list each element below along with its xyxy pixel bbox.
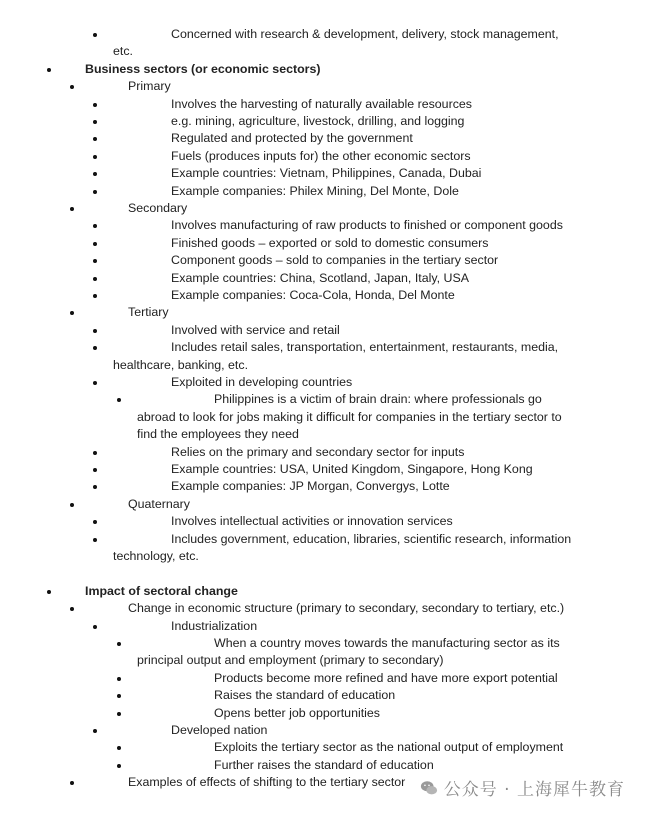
list-item bbox=[0, 165, 645, 182]
list-item-text: Involves manufacturing of raw products to finished or component goods bbox=[171, 218, 563, 233]
list-item-text: Opens better job opportunities bbox=[214, 705, 381, 720]
wechat-icon bbox=[420, 779, 438, 797]
list-item bbox=[0, 444, 645, 461]
bullet-icon bbox=[93, 294, 97, 298]
bullet-icon bbox=[93, 259, 97, 263]
bullet-icon bbox=[117, 694, 121, 698]
list-item bbox=[0, 705, 645, 722]
list-item bbox=[0, 270, 645, 287]
list-item bbox=[0, 200, 645, 217]
bullet-icon bbox=[93, 137, 97, 141]
bullet-icon bbox=[93, 381, 97, 385]
list-item-text: Impact of sectoral change bbox=[85, 583, 238, 598]
list-item bbox=[0, 426, 645, 443]
list-item-text: Exploited in developing countries bbox=[171, 375, 353, 389]
list-item bbox=[0, 600, 645, 617]
list-item-text: Example companies: JP Morgan, Convergys, Lotte bbox=[171, 479, 450, 494]
list-item bbox=[0, 61, 645, 78]
list-item-text: Exploits the tertiary sector as the national output of employment bbox=[214, 740, 564, 755]
list-item-text: Example companies: Philex Mining, Del Monte, Dole bbox=[171, 183, 459, 198]
bullet-icon bbox=[93, 729, 97, 733]
list-item-text: When a country moves towards the manufacturing sector as its bbox=[214, 636, 560, 650]
bullet-icon bbox=[93, 103, 97, 107]
list-item bbox=[0, 409, 645, 426]
list-item bbox=[0, 391, 645, 408]
list-item-text: Example countries: Vietnam, Philippines, Canada, Dubai bbox=[171, 166, 482, 181]
list-item bbox=[0, 496, 645, 513]
bullet-icon bbox=[93, 451, 97, 455]
bullet-icon bbox=[93, 33, 97, 37]
bullet-icon bbox=[93, 520, 97, 524]
list-item bbox=[0, 339, 645, 356]
list-item bbox=[0, 96, 645, 113]
bullet-icon bbox=[93, 120, 97, 124]
list-item bbox=[0, 183, 645, 200]
list-item bbox=[0, 565, 645, 582]
list-item bbox=[0, 26, 645, 43]
list-item-text: Tertiary bbox=[128, 305, 169, 320]
bullet-icon bbox=[70, 207, 74, 211]
list-item bbox=[0, 722, 645, 739]
list-item-text: Fuels (produces inputs for) the other economic sectors bbox=[171, 148, 471, 163]
list-item bbox=[0, 618, 645, 635]
bullet-icon bbox=[117, 746, 121, 750]
bullet-icon bbox=[117, 398, 121, 402]
list-item bbox=[0, 374, 645, 391]
bullet-icon bbox=[70, 607, 74, 611]
list-item-text: Change in economic structure (primary to secondary, secondary to tertiary, etc.) bbox=[128, 601, 565, 616]
bullet-icon bbox=[47, 68, 51, 72]
list-item-text: Involves intellectual activities or innovation services bbox=[171, 514, 453, 529]
bullet-icon bbox=[93, 329, 97, 333]
list-item bbox=[0, 461, 645, 478]
list-item-text: Raises the standard of education bbox=[214, 688, 396, 703]
bullet-icon bbox=[70, 85, 74, 89]
list-item-text: Involves the harvesting of naturally available resources bbox=[171, 96, 472, 111]
list-item bbox=[0, 235, 645, 252]
bullet-icon bbox=[117, 677, 121, 681]
list-item bbox=[0, 113, 645, 130]
list-item-text: Quaternary bbox=[128, 496, 190, 511]
bullet-icon bbox=[93, 538, 97, 542]
bullet-icon bbox=[93, 172, 97, 176]
list-item-text: Philippines is a victim of brain drain: where professionals go bbox=[214, 392, 542, 407]
list-item bbox=[0, 287, 645, 304]
bullet-icon bbox=[93, 190, 97, 194]
list-item-text: Business sectors (or economic sectors) bbox=[85, 61, 321, 76]
list-item-text: Primary bbox=[128, 79, 171, 94]
list-item-text: Involved with service and retail bbox=[171, 322, 340, 337]
bullet-icon bbox=[70, 503, 74, 507]
list-item-text: find the employees they need bbox=[137, 427, 299, 442]
list-item-text: Secondary bbox=[128, 201, 188, 215]
bullet-icon bbox=[93, 346, 97, 350]
bullet-icon bbox=[117, 764, 121, 768]
list-item-text: Includes government, education, libraries, scientific research, information bbox=[171, 531, 572, 546]
list-item-text: technology, etc. bbox=[113, 549, 199, 563]
list-item bbox=[0, 548, 645, 565]
list-item bbox=[0, 670, 645, 687]
bullet-icon bbox=[93, 277, 97, 281]
list-item bbox=[0, 478, 645, 495]
list-item-text: Example countries: China, Scotland, Japan, Italy, USA bbox=[171, 270, 469, 285]
list-item-text: healthcare, banking, etc. bbox=[113, 357, 249, 372]
list-item bbox=[0, 635, 645, 652]
list-item-text: Examples of effects of shifting to the tertiary sector bbox=[128, 775, 406, 790]
bullet-icon bbox=[93, 242, 97, 246]
list-item-text: Component goods – sold to companies in the tertiary sector bbox=[171, 253, 499, 268]
list-item-text: Products become more refined and have more export potential bbox=[214, 670, 558, 685]
list-item bbox=[0, 652, 645, 669]
list-item bbox=[0, 304, 645, 321]
list-item-text: etc. bbox=[113, 44, 133, 59]
bullet-icon bbox=[117, 642, 121, 646]
list-item-text: Further raises the standard of education bbox=[214, 757, 434, 772]
list-item bbox=[0, 531, 645, 548]
list-item bbox=[0, 252, 645, 269]
list-item-text: Regulated and protected by the government bbox=[171, 131, 413, 146]
watermark bbox=[420, 775, 625, 800]
list-item bbox=[0, 687, 645, 704]
list-item bbox=[0, 322, 645, 339]
bullet-icon bbox=[93, 625, 97, 629]
bullet-icon bbox=[93, 468, 97, 472]
list-item-text: principal output and employment (primary to secondary) bbox=[137, 653, 444, 668]
list-item bbox=[0, 148, 645, 165]
list-item-text: Concerned with research & development, delivery, stock management, bbox=[171, 27, 559, 41]
list-item bbox=[0, 757, 645, 774]
list-item bbox=[0, 357, 645, 374]
list-item bbox=[0, 217, 645, 234]
bullet-icon bbox=[117, 712, 121, 716]
bullet-icon bbox=[70, 311, 74, 315]
list-item-text: Example companies: Coca-Cola, Honda, Del Monte bbox=[171, 288, 455, 302]
bullet-icon bbox=[70, 781, 74, 785]
list-item bbox=[0, 583, 645, 600]
list-item-text: Example countries: USA, United Kingdom, Singapore, Hong Kong bbox=[171, 462, 533, 476]
watermark-text: 公众号 · 上海犀牛教育 bbox=[443, 780, 625, 800]
list-item-text: Finished goods – exported or sold to domestic consumers bbox=[171, 235, 489, 250]
list-item-text: Developed nation bbox=[171, 723, 268, 737]
list-item-text: e.g. mining, agriculture, livestock, drilling, and logging bbox=[171, 114, 465, 128]
list-item bbox=[0, 513, 645, 530]
bullet-icon bbox=[47, 590, 51, 594]
list-item bbox=[0, 43, 645, 60]
list-item bbox=[0, 130, 645, 147]
list-item bbox=[0, 78, 645, 95]
list-item-text: Includes retail sales, transportation, entertainment, restaurants, media, bbox=[171, 340, 559, 355]
bullet-icon bbox=[93, 155, 97, 159]
list-item bbox=[0, 739, 645, 756]
list-item-text: Relies on the primary and secondary sector for inputs bbox=[171, 444, 465, 459]
list-item-text: abroad to look for jobs making it difficult for companies in the tertiary sector to bbox=[137, 409, 562, 424]
bullet-icon bbox=[93, 485, 97, 489]
list-item-text: Industrialization bbox=[171, 618, 258, 633]
bullet-icon bbox=[93, 224, 97, 228]
